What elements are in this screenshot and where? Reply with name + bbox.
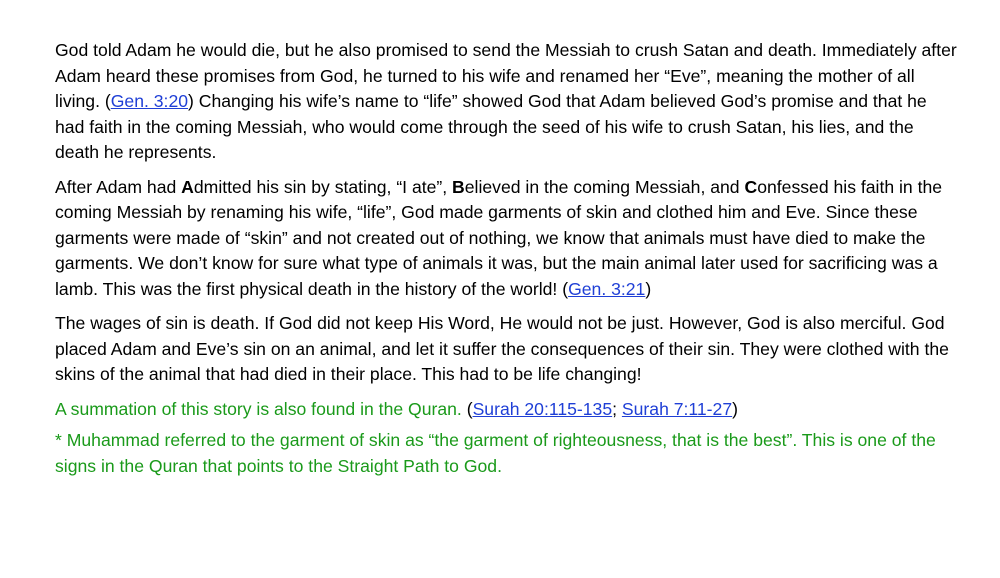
p1-text-end: ) Changing his wife’s name to “life” showed God that Adam believed God’s promise and that he had faith in the coming Messiah, who would come through the seed of his wife to crush Satan, his lies, and the death he represents. bbox=[55, 91, 927, 162]
slide-content bbox=[55, 38, 960, 488]
paragraph-garments-of-skin bbox=[55, 175, 960, 303]
p3-text: The wages of sin is death. If God did not keep His Word, He would not be just. However, God is also merciful. God placed Adam and Eve’s sin on an animal, and let it suffer the consequences of their sin. They were clothed with the skins of the animal that had died in their place. This had to be life changing! bbox=[55, 313, 949, 384]
p2-text-4: onfessed his faith in the coming Messiah by renaming his wife, “life”, God made garments of skin and clothed him and Eve. Since these garments were made of “skin” and not created out of nothing, we know that animals must have died to make the garments. We don’t know for sure what type of animals it was, but the main animal later used for sacrificing was a lamb. This was the first physical death in the history of the world! ( bbox=[55, 176, 943, 299]
paragraph-quran-summation bbox=[55, 397, 960, 423]
paragraph-eve-naming bbox=[55, 38, 960, 166]
p5-text: * Muhammad referred to the garment of skin as “the garment of righteousness, that is the best”. This is one of the signs in the Quran that points to the Straight Path to God. bbox=[55, 430, 936, 476]
p2-text-5: ) bbox=[645, 278, 652, 299]
abc-letter-b: B bbox=[452, 176, 465, 197]
paragraph-garment-of-righteousness bbox=[55, 428, 960, 479]
p2-text-1: After Adam had bbox=[55, 176, 182, 197]
p4-close-paren: ) bbox=[732, 398, 738, 419]
paragraph-wages-of-sin bbox=[55, 311, 960, 388]
surah-20-link[interactable]: Surah 20:115-135 bbox=[472, 398, 613, 419]
abc-letter-c: C bbox=[744, 176, 758, 197]
gen-3-20-link[interactable]: Gen. 3:20 bbox=[110, 91, 189, 111]
surah-7-link[interactable]: Surah 7:11-27 bbox=[621, 398, 733, 419]
abc-letter-a: A bbox=[181, 176, 194, 197]
p4-separator: ; bbox=[612, 398, 618, 419]
gen-3-21-link[interactable]: Gen. 3:21 bbox=[568, 278, 646, 299]
p2-text-3: elieved in the coming Messiah, and bbox=[464, 176, 745, 197]
p4-open-paren: ( bbox=[466, 398, 473, 419]
p4-text: A summation of this story is also found in the Quran. bbox=[55, 398, 467, 419]
p2-text-2: dmitted his sin by stating, “I ate”, bbox=[193, 176, 453, 197]
p1-text-start: God told Adam he would die, but he also promised to send the Messiah to crush Satan and death. Immediately after Adam heard these promises from God, he turned to his wife and renamed her “Eve”, meaning the mother of all living. ( bbox=[55, 40, 957, 111]
